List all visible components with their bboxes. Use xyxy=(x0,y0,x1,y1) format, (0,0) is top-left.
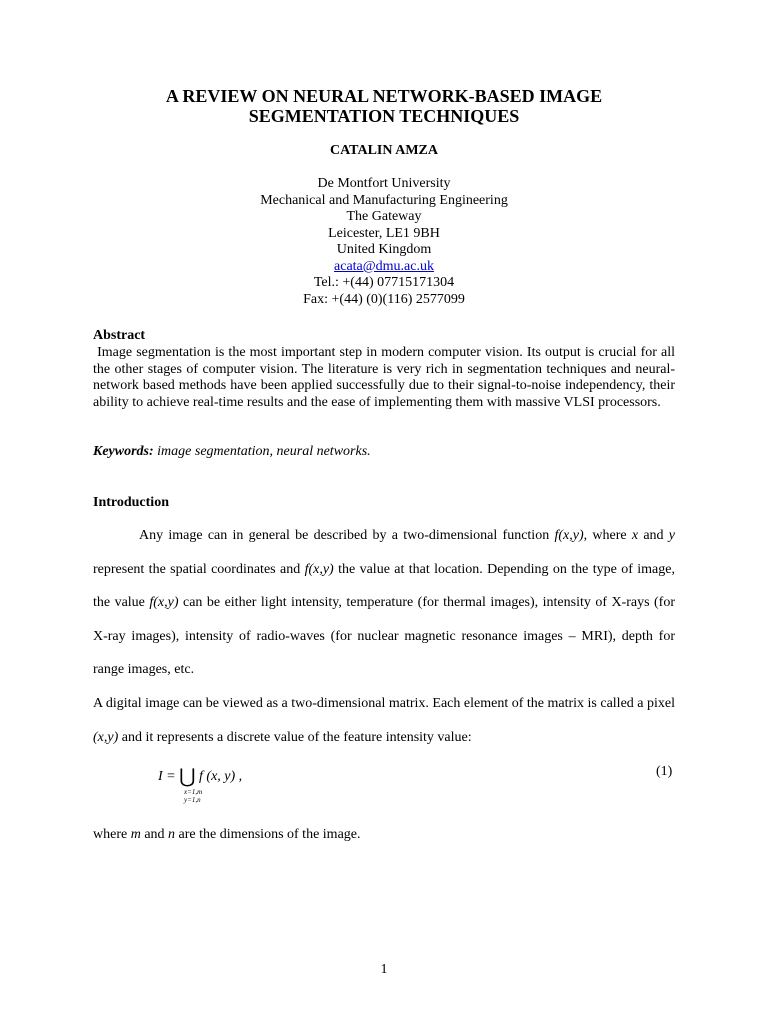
p1-var-x: x xyxy=(631,528,639,543)
p1-function-fxy-3: f(x,y) xyxy=(149,595,179,610)
keywords-line xyxy=(93,444,371,460)
p1-text-f: can be either light intensity, temperature (for thermal images), intensity of X-rays (for X-ray images), intensity of radio-waves (for nuclear magnetic resonance images – MRI), depth for range images, etc. xyxy=(93,595,676,677)
author-name: CATALIN AMZA xyxy=(330,143,438,158)
p1-text-b: , where xyxy=(583,528,632,543)
union-subscript-y: y=1,n xyxy=(184,796,201,804)
p1-text-a: Any image can in general be described by a two-dimensional function xyxy=(139,528,555,543)
affiliation-department: Mechanical and Manufacturing Engineering xyxy=(260,192,508,208)
affiliation-university: De Montfort University xyxy=(317,176,451,191)
affiliation-tel: Tel.: +(44) 07715171304 xyxy=(313,275,455,290)
keywords-text: image segmentation, neural networks. xyxy=(157,444,371,459)
affiliation-country: United Kingdom xyxy=(336,242,432,257)
abstract-heading: Abstract xyxy=(93,328,146,343)
after-text-b: and xyxy=(140,827,169,842)
abstract-body-text: Image segmentation is the most important step in modern computer vision. Its output is crucial for all the other stages of computer vision. The literature is very rich in segmentation techniques and neural-network based methods have been applied successfully due to their signal-to-noise independency, their ability to achieve real-time results and the ease of implementing them with massive VLSI processors. xyxy=(93,345,676,410)
union-symbol: ⋃ xyxy=(179,766,196,788)
p2-text-b: and it represents a discrete value of the feature intensity value: xyxy=(118,729,472,745)
after-text-c: are the dimensions of the image. xyxy=(175,827,361,842)
abstract-text xyxy=(93,345,675,411)
keywords-label: Keywords: xyxy=(93,444,154,459)
p2-pixel-xy: (x,y) xyxy=(93,729,119,745)
affiliation-block xyxy=(94,176,674,308)
equation-1 xyxy=(158,764,243,804)
var-m: m xyxy=(130,827,141,842)
union-subscript xyxy=(184,788,202,804)
title-line-2: SEGMENTATION TECHNIQUES xyxy=(248,106,520,126)
p1-text-c: and xyxy=(638,528,669,543)
introduction-heading: Introduction xyxy=(93,495,169,510)
paper-title xyxy=(94,86,674,126)
affiliation-building: The Gateway xyxy=(346,209,422,224)
var-n: n xyxy=(168,827,176,842)
p1-function-fxy: f(x,y) xyxy=(554,528,584,543)
equation-lhs: I = xyxy=(158,769,176,784)
after-text-a: where xyxy=(93,827,131,842)
p1-text-d: represent the spatial coordinates and xyxy=(93,561,305,577)
equation-number: (1) xyxy=(656,764,673,779)
p2-text-a: A digital image can be viewed as a two-dimensional matrix. Each element of the matrix is called a pixel xyxy=(93,696,675,711)
introduction-paragraph-1 xyxy=(93,519,675,687)
email-link[interactable]: acata@dmu.ac.uk xyxy=(334,258,434,274)
union-subscript-x: x=1,m xyxy=(184,788,203,796)
affiliation-city: Leicester, LE1 9BH xyxy=(328,225,440,241)
affiliation-fax: Fax: +(44) (0)(116) 2577099 xyxy=(303,291,465,307)
title-line-1: A REVIEW ON NEURAL NETWORK-BASED IMAGE xyxy=(165,86,603,106)
equation-rhs: f (x, y) , xyxy=(199,769,243,784)
equation-explanation xyxy=(93,827,361,843)
p1-var-y: y xyxy=(668,528,676,543)
p1-text-e: the value at that location. Depending on the type of image, the value xyxy=(93,561,675,610)
p1-function-fxy-2: f(x,y) xyxy=(304,561,334,577)
page-number: 1 xyxy=(380,962,388,977)
introduction-paragraph-2 xyxy=(93,687,675,754)
